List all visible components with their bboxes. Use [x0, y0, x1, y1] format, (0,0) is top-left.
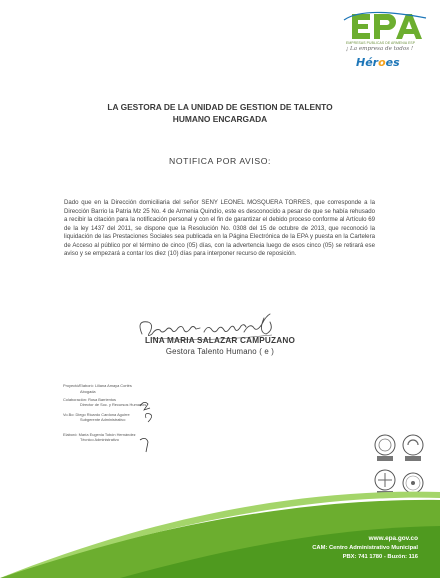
reviewed-by: Colaboración: Rosa Barrientos — [63, 397, 116, 402]
notice-title: NOTIFICA POR AVISO: — [169, 156, 271, 166]
elaborated-by: Elaboró: María Eugenia Tobón Hernández — [63, 432, 136, 437]
footer-address: CAM: Centro Administrativo Municipal — [312, 545, 418, 551]
heading-line-1: LA GESTORA DE LA UNIDAD DE GESTION DE TALENTO — [107, 102, 333, 112]
signer-role: Gestora Talento Humano ( e ) — [165, 347, 275, 356]
iso-certification-seal-icon — [373, 433, 397, 463]
projected-by-title: Abogada — [80, 389, 96, 394]
footer-swoosh — [0, 488, 440, 578]
footer-phone: PBX: 741 1780 - Buzón: 116 — [342, 554, 418, 560]
logo-subtitle: EMPRESAS PUBLICAS DE ARMENIA ESP — [346, 41, 416, 45]
logo-slogan: ¡ La empresa de todos ! — [346, 46, 414, 52]
notice-body: Dado que en la Dirección domiciliaria del señor SENY LEONEL MOSQUERA TORRES, que corresponde a la Dirección Barrio la Patria Mz 25 No. 4 de Armenia Quindío, este es desconocido a pesar de que se había rehusado a recibir la citación para la notificación personal y con el fin de garantizar el debido proceso conforme al Artículo 69 de la ley 1437 del 2011, se dispone que la Resolución No. 0308 del 15 de octubre de 2013, que reconoció la liquidación de las Prestaciones Sociales sea publicada en la Página Electrónica de la EPA y puesta en la Cartelera de Acceso al público por el término de cinco (05) días, con la advertencia luego de esos cinco (05) se retirará ese aviso y se empezará a contar los diez (10) días para interponer recurso de reposición. — [64, 199, 375, 258]
heading-line-2: HUMANO ENCARGADA — [172, 113, 268, 124]
elaborated-by-title: Técnico Administrativo — [80, 437, 119, 442]
projected-by: Proyectó/Elaboró: Liliana Amaya Cortés — [63, 383, 132, 388]
heroes-campaign-logo: Héroes — [356, 56, 400, 69]
approved-by-title: Subgerente Administrativo — [80, 417, 126, 422]
reviewed-by-title: Director de Soc. y Recursos Humanos — [80, 402, 147, 407]
footer-website: www.epa.gov.co — [368, 535, 418, 542]
document-heading — [70, 102, 370, 125]
approved-by: Vo.Bo: Diego Ricardo Cardona Aguirre — [63, 412, 130, 417]
signer-name: LINA MARIA SALAZAR CAMPUZANO — [144, 336, 296, 345]
icontec-seal-icon — [401, 433, 425, 463]
initials-marks — [100, 392, 180, 462]
epa-logo — [340, 10, 430, 42]
